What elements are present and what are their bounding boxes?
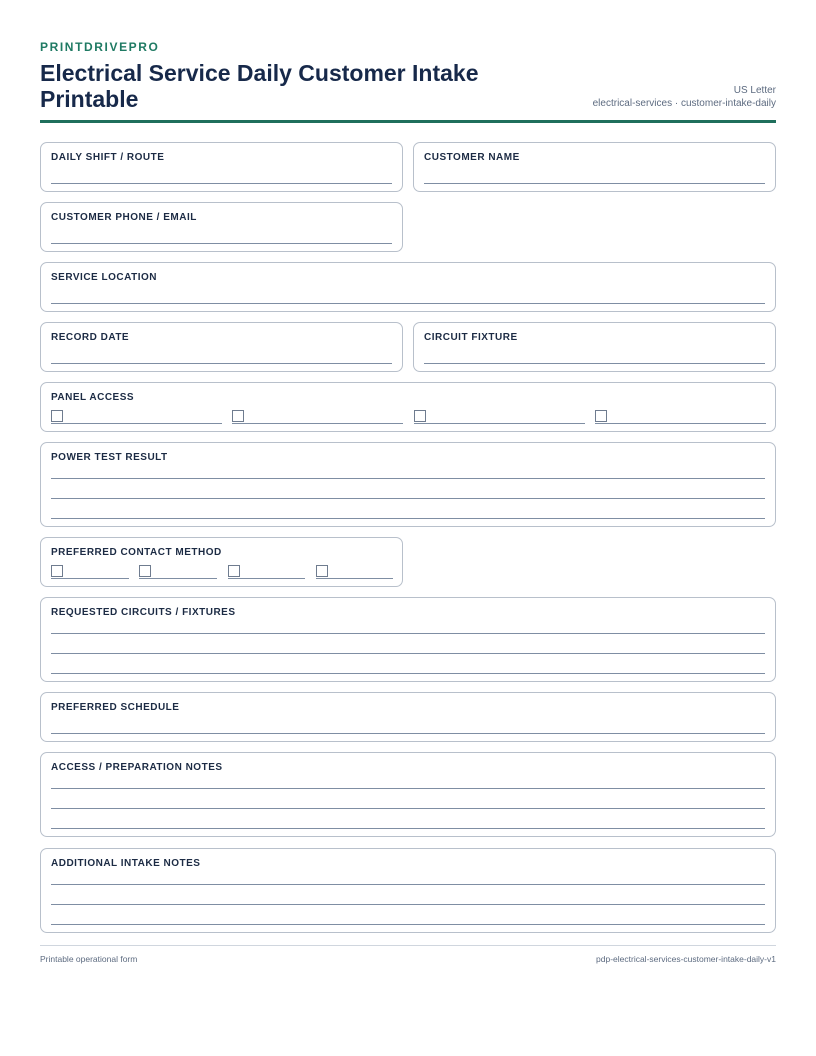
footer-divider: [40, 945, 776, 946]
panel-access-option-3[interactable]: [414, 410, 585, 424]
checkbox[interactable]: [595, 410, 607, 422]
paper-size: US Letter: [733, 85, 776, 96]
write-line[interactable]: [51, 498, 765, 499]
field-label: PREFERRED SCHEDULE: [51, 702, 180, 713]
write-line[interactable]: [51, 884, 765, 885]
checkbox[interactable]: [139, 565, 151, 577]
field-label: DAILY SHIFT / ROUTE: [51, 152, 165, 163]
write-line[interactable]: [51, 733, 765, 734]
checkbox[interactable]: [51, 410, 63, 422]
field-label: ACCESS / PREPARATION NOTES: [51, 762, 223, 773]
checkbox[interactable]: [414, 410, 426, 422]
circuit-fixture-field[interactable]: [413, 322, 776, 372]
write-line[interactable]: [51, 243, 392, 244]
field-label: SERVICE LOCATION: [51, 272, 157, 283]
write-line[interactable]: [51, 363, 392, 364]
field-label: CUSTOMER PHONE / EMAIL: [51, 212, 197, 223]
write-line[interactable]: [424, 183, 765, 184]
write-line[interactable]: [51, 633, 765, 634]
preferred-schedule-field[interactable]: [40, 692, 776, 742]
preferred-contact-method-field: [40, 537, 403, 587]
contact-method-option-3[interactable]: [228, 565, 305, 579]
write-line[interactable]: [51, 303, 765, 304]
power-test-result-field[interactable]: [40, 442, 776, 527]
field-label: CIRCUIT FIXTURE: [424, 332, 518, 343]
customer-name-field[interactable]: [413, 142, 776, 192]
customer-phone-email-field[interactable]: [40, 202, 403, 252]
contact-method-option-2[interactable]: [139, 565, 217, 579]
write-line[interactable]: [51, 478, 765, 479]
form-header: [40, 40, 776, 123]
checkbox[interactable]: [232, 410, 244, 422]
daily-shift-route-field[interactable]: [40, 142, 403, 192]
brand-name: PRINTDRIVEPRO: [40, 40, 160, 54]
write-line[interactable]: [51, 828, 765, 829]
contact-method-option-4[interactable]: [316, 565, 393, 579]
panel-access-option-4[interactable]: [595, 410, 766, 424]
checkbox[interactable]: [228, 565, 240, 577]
field-label: REQUESTED CIRCUITS / FIXTURES: [51, 607, 236, 618]
write-line[interactable]: [51, 788, 765, 789]
write-line[interactable]: [51, 808, 765, 809]
write-line[interactable]: [51, 183, 392, 184]
field-label: PANEL ACCESS: [51, 392, 135, 403]
write-line[interactable]: [424, 363, 765, 364]
checkbox[interactable]: [316, 565, 328, 577]
form-meta: [593, 84, 776, 110]
panel-access-option-2[interactable]: [232, 410, 403, 424]
field-label: POWER TEST RESULT: [51, 452, 168, 463]
field-label: PREFERRED CONTACT METHOD: [51, 547, 222, 558]
write-line[interactable]: [51, 653, 765, 654]
category-path: electrical-services · customer-intake-daily: [592, 98, 776, 109]
access-preparation-notes-field[interactable]: [40, 752, 776, 837]
footer-form-id: pdp-electrical-services-customer-intake-daily-v1: [596, 954, 776, 964]
panel-access-field: [40, 382, 776, 432]
service-location-field[interactable]: [40, 262, 776, 312]
write-line[interactable]: [51, 518, 765, 519]
field-label: ADDITIONAL INTAKE NOTES: [51, 858, 201, 869]
checkbox[interactable]: [51, 565, 63, 577]
panel-access-option-1[interactable]: [51, 410, 222, 424]
footer-left-text: Printable operational form: [40, 954, 138, 964]
write-line[interactable]: [51, 904, 765, 905]
field-label: RECORD DATE: [51, 332, 130, 343]
record-date-field[interactable]: [40, 322, 403, 372]
form-title: Electrical Service Daily Customer Intake Printable: [40, 60, 479, 112]
field-label: CUSTOMER NAME: [424, 152, 520, 163]
contact-method-option-1[interactable]: [51, 565, 129, 579]
write-line[interactable]: [51, 673, 765, 674]
requested-circuits-fixtures-field[interactable]: [40, 597, 776, 682]
write-line[interactable]: [51, 924, 765, 925]
form-page: [40, 40, 776, 123]
additional-intake-notes-field[interactable]: [40, 848, 776, 933]
